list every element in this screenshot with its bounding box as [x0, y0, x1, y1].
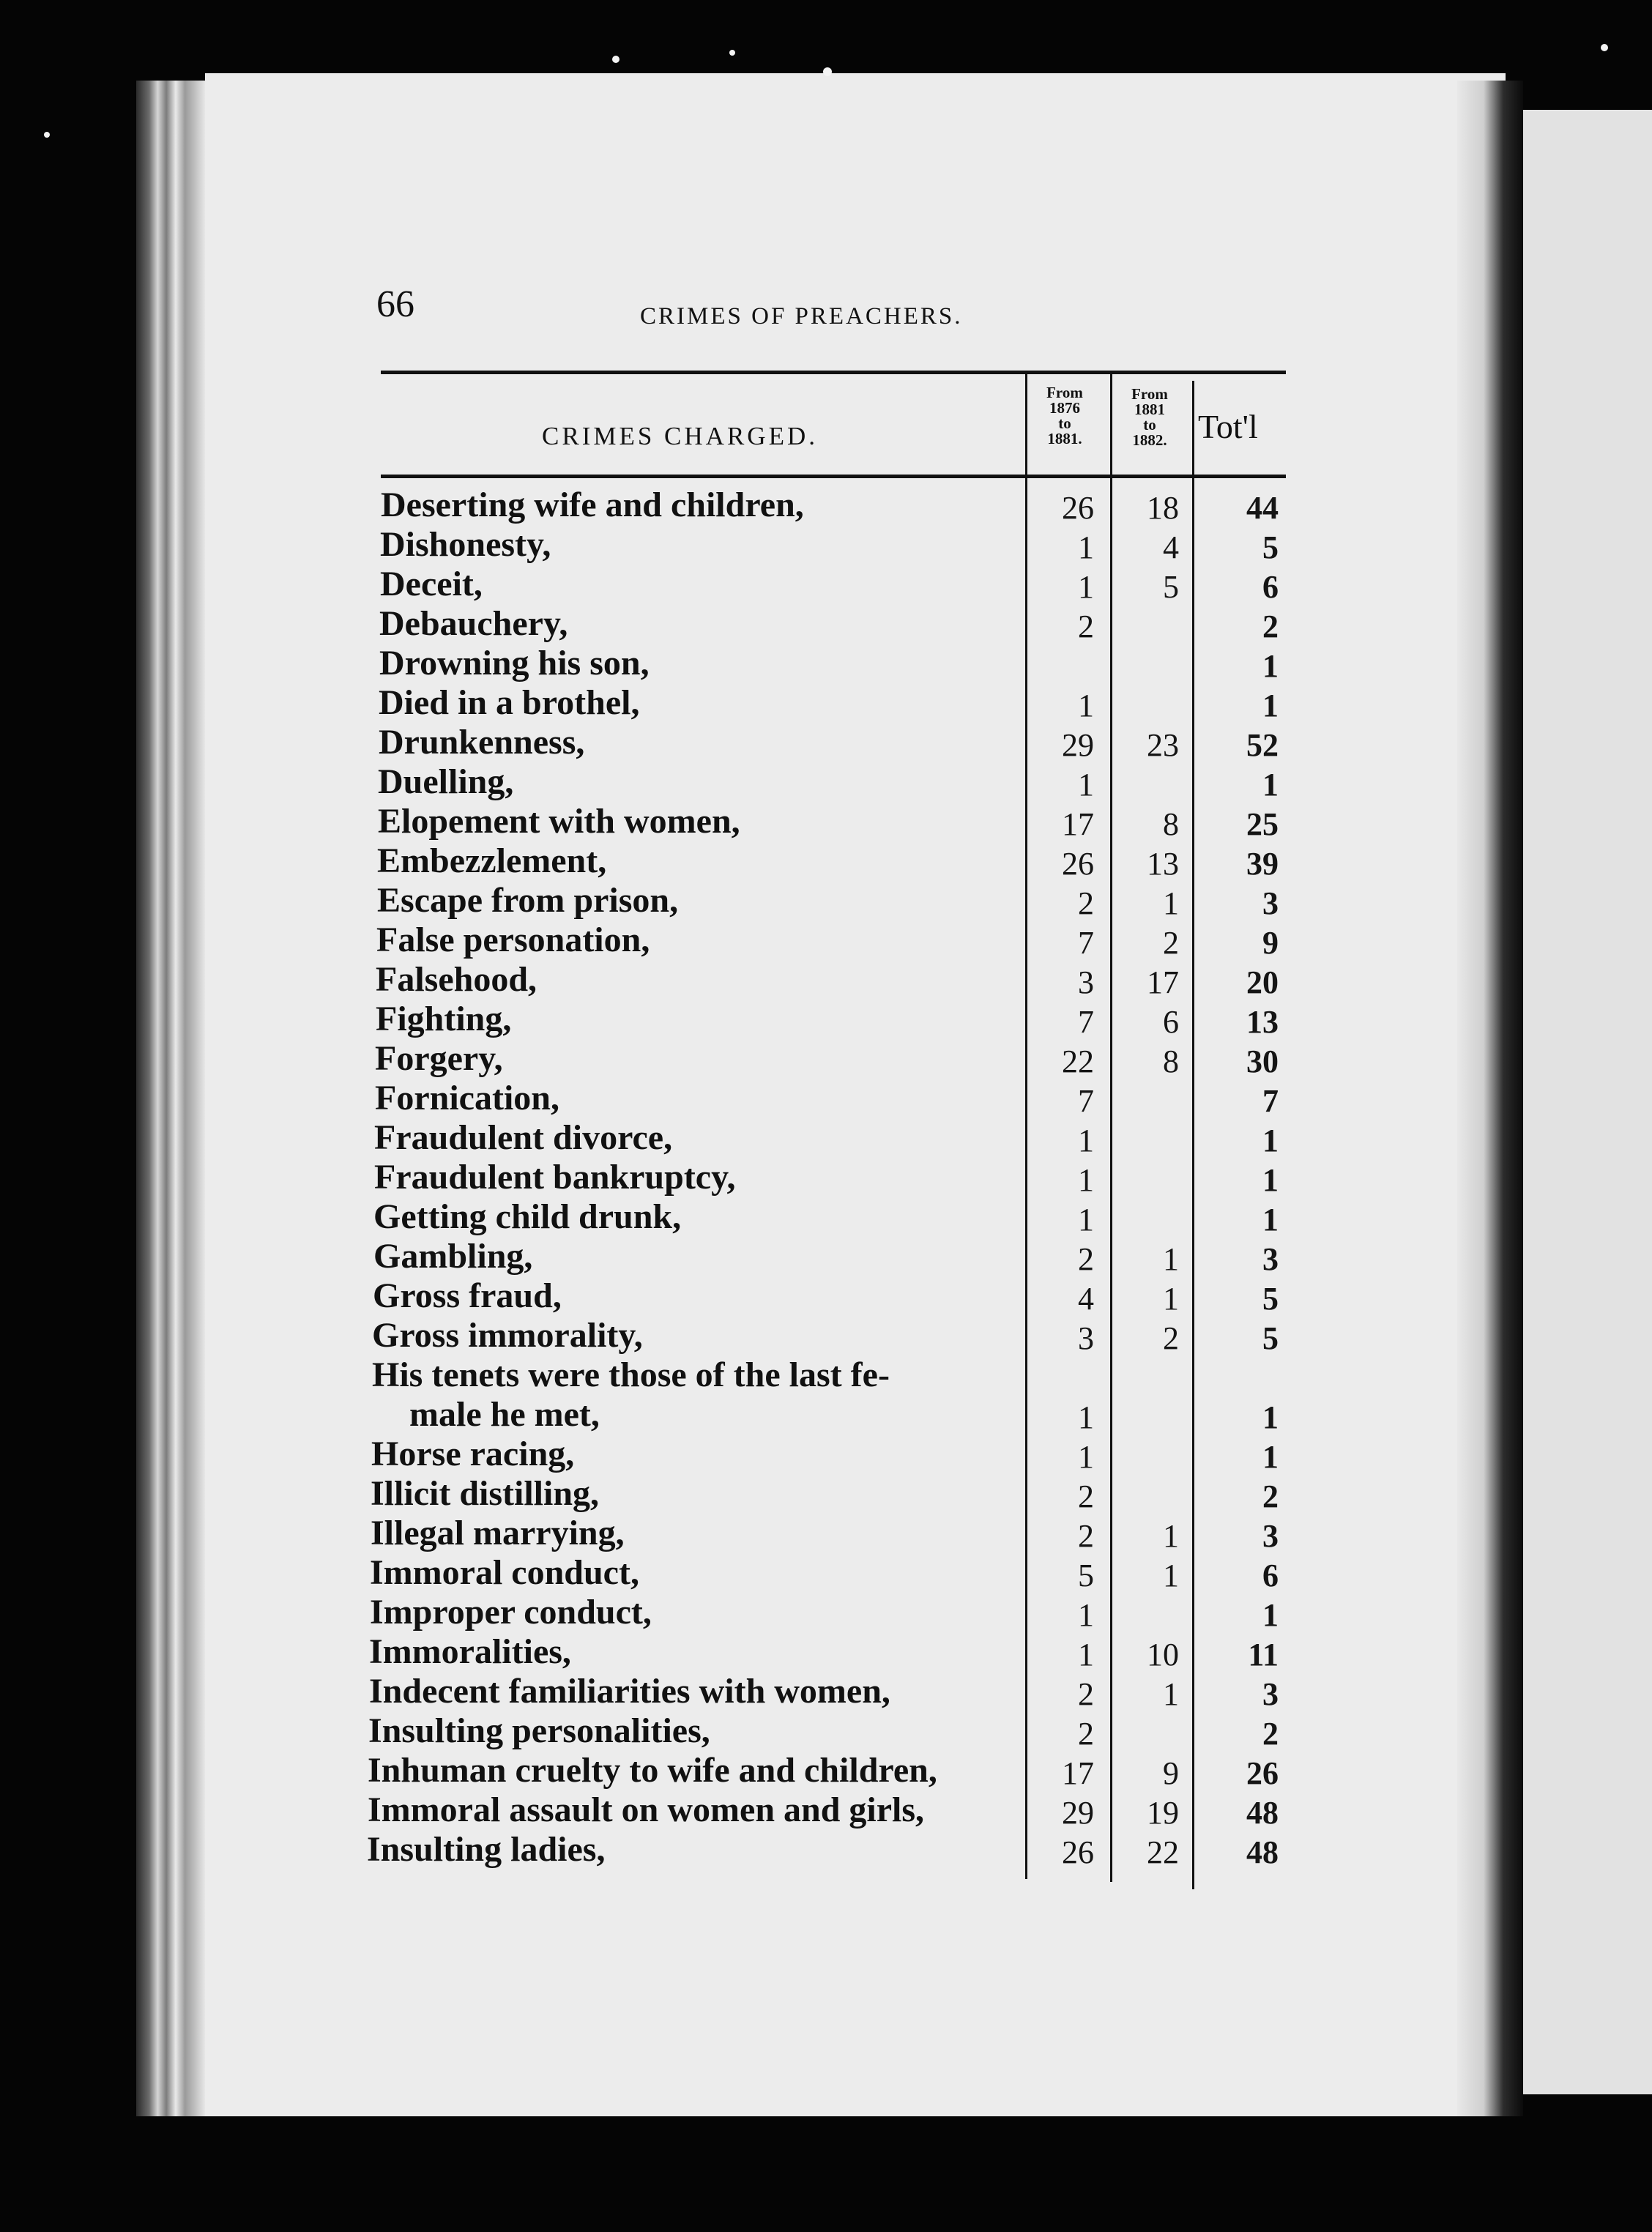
count-1881-1882: 8 [1163, 1044, 1179, 1079]
paper-speck [1601, 44, 1608, 51]
total-count: 11 [1248, 1637, 1279, 1673]
count-1881-1882: 4 [1163, 529, 1179, 565]
total-column-header: Tot'l [1198, 408, 1258, 445]
crime-name: Fraudulent bankruptcy, [374, 1158, 736, 1197]
count-1876-1881: 17 [1062, 806, 1094, 842]
count-1876-1881: 2 [1078, 1478, 1094, 1514]
total-count: 26 [1246, 1755, 1279, 1791]
total-count: 30 [1246, 1044, 1279, 1079]
count-1876-1881: 1 [1078, 1637, 1094, 1673]
count-1876-1881: 5 [1078, 1558, 1094, 1593]
total-count: 7 [1262, 1083, 1279, 1119]
count-1881-1882: 18 [1147, 490, 1179, 526]
crime-name: Gross immorality, [372, 1316, 643, 1355]
crime-name: Fornication, [375, 1079, 559, 1117]
count-1881-1882: 19 [1147, 1795, 1179, 1831]
count-1876-1881: 26 [1062, 846, 1094, 882]
count-1881-1882: 9 [1163, 1755, 1179, 1791]
crime-name: Illicit distilling, [371, 1474, 600, 1513]
total-count: 25 [1246, 806, 1279, 842]
total-count: 6 [1262, 569, 1279, 605]
period-1-header: From 1876 to 1881. [1046, 384, 1083, 447]
count-1876-1881: 1 [1078, 529, 1094, 565]
total-count: 1 [1262, 1439, 1279, 1475]
count-1876-1881: 1 [1078, 1597, 1094, 1633]
count-1876-1881: 2 [1078, 1241, 1094, 1277]
count-1876-1881: 3 [1078, 1320, 1094, 1356]
total-count: 52 [1246, 727, 1279, 763]
crime-name: Drowning his son, [379, 644, 650, 682]
count-1881-1882: 23 [1147, 727, 1179, 763]
count-1876-1881: 1 [1078, 1202, 1094, 1238]
total-count: 1 [1262, 1202, 1279, 1238]
crime-name: False personation, [376, 920, 650, 959]
total-count: 1 [1262, 688, 1279, 723]
paper-speck [823, 67, 832, 76]
count-1881-1882: 2 [1163, 925, 1179, 961]
count-1881-1882: 8 [1163, 806, 1179, 842]
count-1876-1881: 2 [1078, 885, 1094, 921]
total-count: 2 [1262, 1716, 1279, 1752]
count-1881-1882: 13 [1147, 846, 1179, 882]
count-1876-1881: 1 [1078, 569, 1094, 605]
count-1876-1881: 1 [1078, 1123, 1094, 1158]
crime-name: Illegal marrying, [371, 1514, 625, 1552]
total-count: 1 [1262, 1162, 1279, 1198]
total-count: 48 [1246, 1795, 1279, 1831]
count-1881-1882: 1 [1163, 1558, 1179, 1593]
crime-name: Died in a brothel, [379, 683, 640, 722]
count-1876-1881: 2 [1078, 609, 1094, 644]
crime-name: Deceit, [380, 565, 483, 603]
crime-name: Improper conduct, [370, 1593, 652, 1632]
count-1876-1881: 1 [1078, 1399, 1094, 1435]
total-count: 3 [1262, 885, 1279, 921]
crime-name: Immoralities, [369, 1632, 571, 1671]
total-count: 2 [1262, 609, 1279, 644]
total-count: 1 [1262, 1123, 1279, 1158]
crime-name: Indecent familiarities with women, [369, 1672, 890, 1711]
crime-name: Insulting personalities, [368, 1711, 710, 1750]
period-2-header: From 1881 to 1882. [1131, 385, 1168, 449]
crime-name: Fraudulent divorce, [374, 1118, 673, 1157]
total-count: 1 [1262, 648, 1279, 684]
crime-name: Escape from prison, [377, 881, 679, 920]
total-count: 3 [1262, 1518, 1279, 1554]
count-1881-1882: 1 [1163, 1281, 1179, 1317]
crime-name: Drunkenness, [379, 723, 585, 762]
total-count: 6 [1262, 1558, 1279, 1593]
crime-name: Duelling, [378, 762, 514, 801]
crime-name: Gross fraud, [373, 1276, 562, 1315]
count-1881-1882: 1 [1163, 1241, 1179, 1277]
crime-name: Falsehood, [376, 960, 537, 999]
total-count: 3 [1262, 1676, 1279, 1712]
count-1881-1882: 1 [1163, 885, 1179, 921]
total-count: 44 [1246, 490, 1279, 526]
count-1881-1882: 5 [1163, 569, 1179, 605]
count-1876-1881: 26 [1062, 490, 1094, 526]
count-1881-1882: 10 [1147, 1637, 1179, 1673]
count-1881-1882: 6 [1163, 1004, 1179, 1040]
total-count: 5 [1262, 529, 1279, 565]
crime-name: Inhuman cruelty to wife and children, [368, 1751, 937, 1790]
total-count: 5 [1262, 1281, 1279, 1317]
count-1876-1881: 2 [1078, 1716, 1094, 1752]
count-1881-1882: 17 [1147, 964, 1179, 1000]
count-1876-1881: 29 [1062, 727, 1094, 763]
page-number: 66 [376, 283, 414, 325]
count-1876-1881: 7 [1078, 1004, 1094, 1040]
count-1881-1882: 1 [1163, 1518, 1179, 1554]
crime-name: Forgery, [375, 1039, 503, 1078]
crime-name: Elopement with women, [378, 802, 740, 841]
count-1876-1881: 2 [1078, 1518, 1094, 1554]
paper-speck [612, 56, 620, 63]
crime-name: Immoral assault on women and girls, [368, 1790, 925, 1829]
count-1876-1881: 3 [1078, 964, 1094, 1000]
total-count: 3 [1262, 1241, 1279, 1277]
total-count: 5 [1262, 1320, 1279, 1356]
crime-name: Horse racing, [371, 1435, 575, 1473]
crime-name: Immoral conduct, [370, 1553, 639, 1592]
crime-name: Dishonesty, [380, 525, 551, 564]
total-count: 1 [1262, 1597, 1279, 1633]
count-1876-1881: 1 [1078, 1162, 1094, 1198]
running-head: CRIMES OF PREACHERS. [640, 303, 963, 330]
paper-speck [729, 50, 735, 56]
total-count: 13 [1246, 1004, 1279, 1040]
crime-name: Debauchery, [379, 604, 568, 643]
crime-name: Getting child drunk, [373, 1197, 682, 1236]
crime-name: His tenets were those of the last fe- [372, 1355, 890, 1394]
paper-speck [44, 132, 50, 138]
crime-name: Insulting ladies, [367, 1830, 606, 1869]
crime-name: Fighting, [376, 1000, 512, 1038]
count-1876-1881: 1 [1078, 767, 1094, 803]
total-count: 1 [1262, 1399, 1279, 1435]
total-count: 20 [1246, 964, 1279, 1000]
count-1881-1882: 1 [1163, 1676, 1179, 1712]
total-count: 1 [1262, 767, 1279, 803]
count-1881-1882: 22 [1147, 1834, 1179, 1870]
total-count: 9 [1262, 925, 1279, 961]
crimes-column-header: CRIMES CHARGED. [542, 422, 818, 450]
total-count: 39 [1246, 846, 1279, 882]
crime-name: Deserting wife and children, [381, 486, 804, 524]
count-1876-1881: 22 [1062, 1044, 1094, 1079]
total-count: 2 [1262, 1478, 1279, 1514]
crime-name: Gambling, [373, 1237, 533, 1276]
count-1876-1881: 17 [1062, 1755, 1094, 1791]
crime-name: male he met, [409, 1395, 600, 1434]
count-1876-1881: 7 [1078, 925, 1094, 961]
count-1876-1881: 1 [1078, 1439, 1094, 1475]
crime-name: Embezzlement, [377, 841, 607, 880]
count-1876-1881: 4 [1078, 1281, 1094, 1317]
count-1876-1881: 1 [1078, 688, 1094, 723]
count-1876-1881: 29 [1062, 1795, 1094, 1831]
count-1876-1881: 7 [1078, 1083, 1094, 1119]
total-count: 48 [1246, 1834, 1279, 1870]
count-1881-1882: 2 [1163, 1320, 1179, 1356]
count-1876-1881: 2 [1078, 1676, 1094, 1712]
count-1876-1881: 26 [1062, 1834, 1094, 1870]
